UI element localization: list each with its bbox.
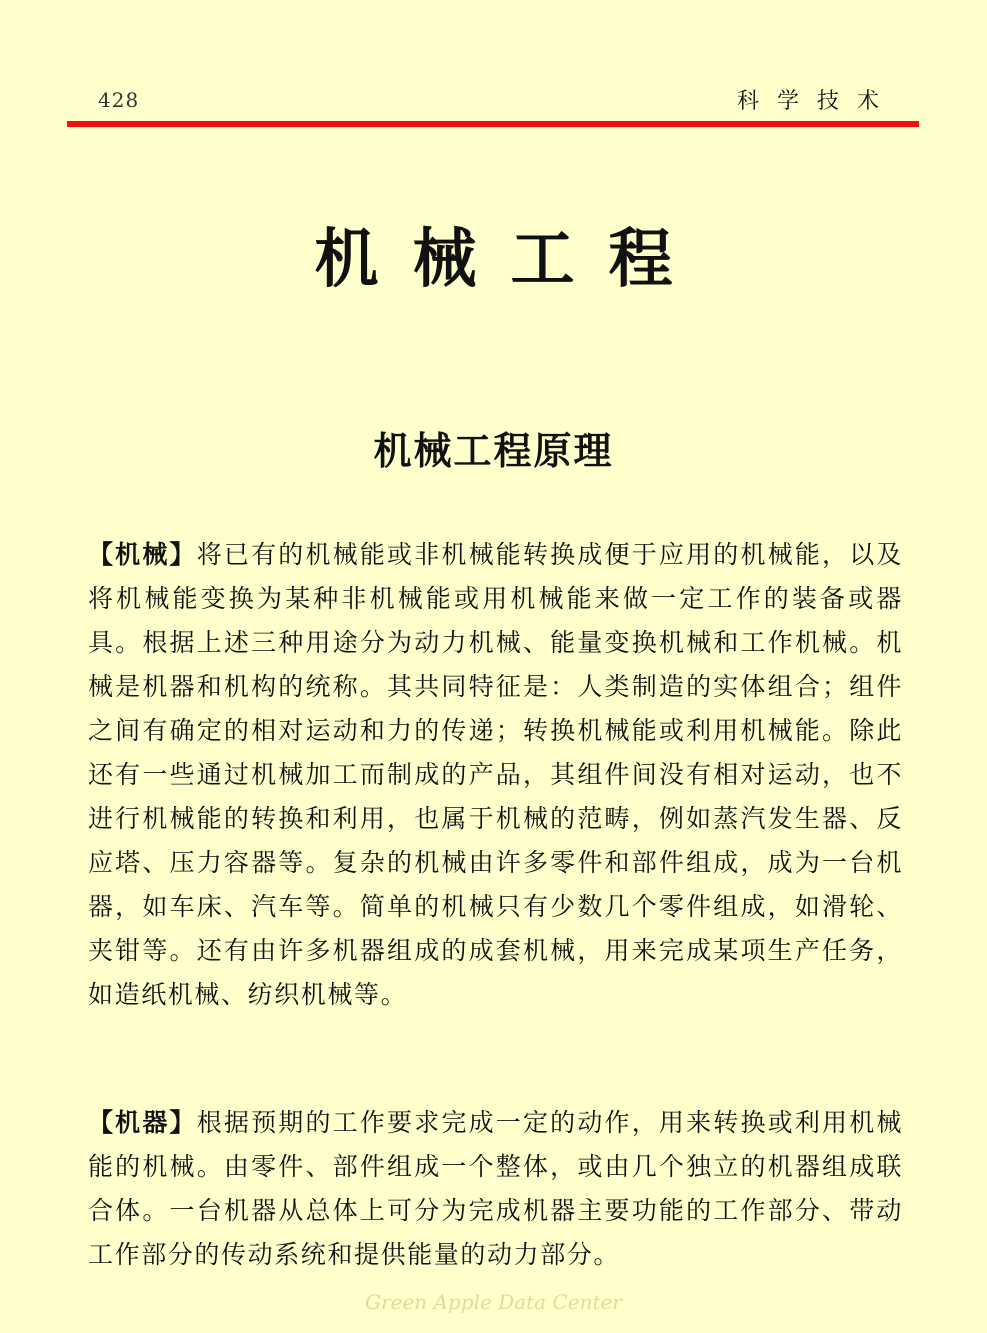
entry-text: 将已有的机械能或非机械能转换成便于应用的机械能，以及将机械能变换为某种非机械能或用机械能来做一定工作的装备或器具。根据上述三种用途分为动力机械、能量变换机械和工作机械。机械是机器和机构的统称。其共同特征是：人类制造的实体组合；组件之间有确定的相对运动和力的传递；转换机械能或利用机械能。除此还有一些通过机械加工而制成的产品，其组件间没有相对运动，也不进行机械能的转换和利用，也属于机械的范畴，例如蒸汽发生器、反应塔、压力容器等。复杂的机械由许多零件和部件组成，成为一台机器，如车床、汽车等。简单的机械只有少数几个零件组成，如滑轮、夹钳等。还有由许多机器组成的成套机械，用来完成某项生产任务，如造纸机械、纺织机械等。 — [88, 540, 903, 1009]
header-rule — [67, 121, 919, 127]
entry-text: 根据预期的工作要求完成一定的动作，用来转换或利用机械能的机械。由零件、部件组成一个整体，或由几个独立的机器组成联合体。一台机器从总体上可分为完成机器主要功能的工作部分、带动工作部分的传动系统和提供能量的动力部分。 — [88, 1108, 903, 1269]
page-number: 428 — [98, 88, 140, 112]
section-title: 机械工程原理 — [373, 429, 614, 473]
entry-machinery — [88, 533, 903, 1017]
entry-term: 【机械】 — [88, 540, 197, 569]
entry-machine — [88, 1101, 903, 1277]
running-header-section: 科学技术 — [736, 89, 897, 114]
chapter-title: 机械工程 — [314, 223, 707, 297]
watermark: Green Apple Data Center — [365, 1290, 622, 1314]
entry-term: 【机器】 — [88, 1108, 197, 1137]
